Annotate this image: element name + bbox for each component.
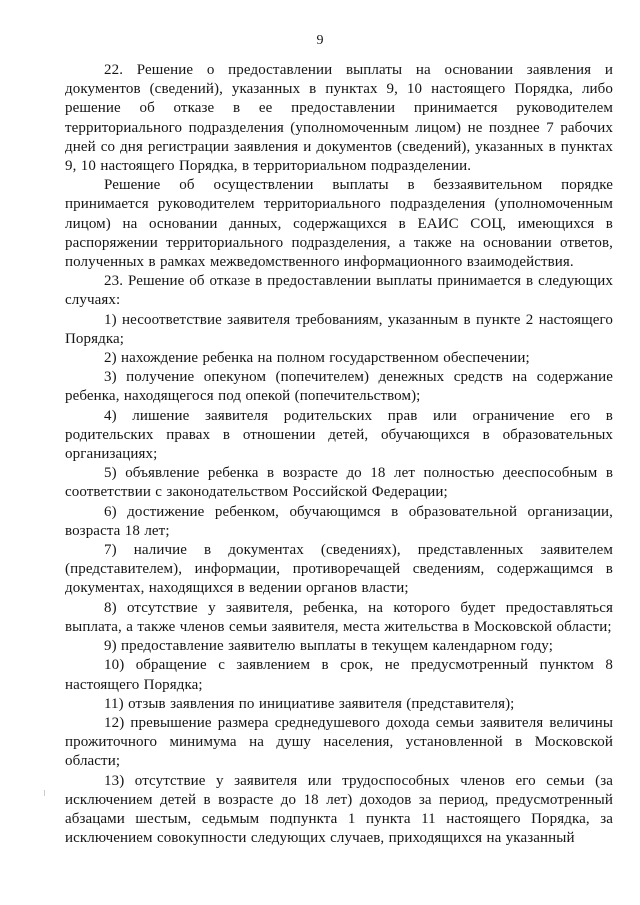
list-item: 6) достижение ребенком, обучающимся в образовательной организации, возраста 18 лет; — [65, 503, 613, 539]
list-item: 4) лишение заявителя родительских прав или ограничение его в родительских правах в отношении детей, обучающихся в образовательных организациях; — [65, 407, 613, 463]
list-item: 3) получение опекуном (попечителем) денежных средств на содержание ребенка, находящегося под опекой (попечительством); — [65, 369, 613, 405]
list-item: 7) наличие в документах (сведениях), представленных заявителем (представителем), информации, противоречащей сведениям, содержащимся в документах, находящихся в ведении органов власти; — [65, 542, 613, 597]
paragraph-23: 23. Решение об отказе в предоставлении выплаты принимается в следующих случаях: — [65, 273, 613, 309]
list-item: 5) объявление ребенка в возрасте до 18 лет полностью дееспособным в соответствии с законодательством Российской Федерации; — [65, 465, 613, 501]
list-item: 1) несоответствие заявителя требованиям, указанным в пункте 2 настоящего Порядка; — [65, 311, 613, 347]
paragraph-22-unsolicited: Решение об осуществлении выплаты в беззаявительном порядке принимается руководителем территориального подразделения (уполномоченным лицом) на основании данных, содержащихся в ЕАИС СОЦ, имеющихся в распоряжении территориального подразделения, а также на основании ответов, полученных в рамках межведомственного информационного взаимодействия. — [65, 177, 613, 271]
list-item: 13) отсутствие у заявителя или трудоспособных членов его семьи (за исключением детей в возрасте до 18 лет) доходов за период, предусмотренный абзацами шестым, седьмым подпункта 1 пункта 11 настоящего Порядка, за исключением совокупности следующих случаев, приходящихся на указанный — [65, 772, 613, 847]
list-item: 10) обращение с заявлением в срок, не предусмотренный пунктом 8 настоящего Порядка; — [65, 657, 613, 693]
list-item: 9) предоставление заявителю выплаты в текущем календарном году; — [104, 638, 553, 655]
paragraph-22: 22. Решение о предоставлении выплаты на основании заявления и документов (сведений), указанных в пунктах 9, 10 настоящего Порядка, либо решение об отказе в ее предоставлении принимается руководителем территориального подразделения (уполномоченным лицом) не позднее 7 рабочих дней со дня регистрации заявления и документов (сведений), указанных в пунктах 9, 10 настоящего Порядка, в территориальном подразделении. — [65, 62, 613, 175]
document-body — [65, 61, 613, 848]
list-item: 11) отзыв заявления по инициативе заявителя (представителя); — [104, 695, 515, 712]
list-item: 2) нахождение ребенка на полном государственном обеспечении; — [104, 350, 530, 367]
list-item: 8) отсутствие у заявителя, ребенка, на которого будет предоставляться выплата, а также членов семьи заявителя, места жительства в Московской области; — [65, 599, 613, 635]
page-number: 9 — [316, 33, 324, 48]
scan-mark — [44, 790, 45, 796]
list-item: 12) превышение размера среднедушевого дохода семьи заявителя величины прожиточного минимума на душу населения, установленной в Московской области; — [65, 714, 613, 770]
